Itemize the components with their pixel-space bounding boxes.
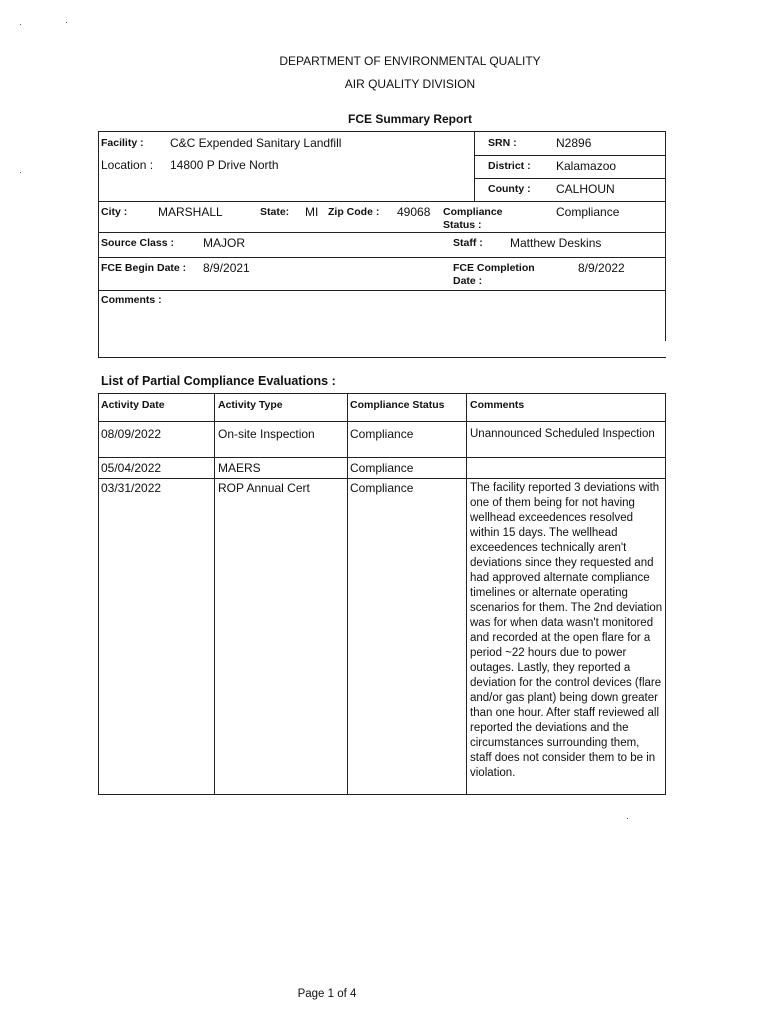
- fce-completion-value: 8/9/2022: [578, 261, 625, 275]
- compliance-status-label: Compliance: [443, 206, 503, 218]
- department-heading: DEPARTMENT OF ENVIRONMENTAL QUALITY: [279, 54, 541, 68]
- row3-date: 03/31/2022: [101, 481, 162, 495]
- srn-label: SRN :: [488, 137, 517, 149]
- table-top-border: [98, 393, 666, 394]
- summary-top-border: [98, 131, 666, 132]
- row2-type: MAERS: [218, 461, 261, 475]
- scan-speck: [20, 24, 21, 25]
- row1-status: Compliance: [350, 427, 414, 441]
- row3-type: ROP Annual Cert: [218, 481, 310, 495]
- location-value: 14800 P Drive North: [170, 158, 279, 172]
- table-col-border: [347, 393, 348, 794]
- row1-type: On-site Inspection: [218, 427, 315, 441]
- fce-completion-label: FCE Completion: [453, 262, 535, 274]
- staff-label: Staff :: [453, 237, 483, 249]
- row1-date: 08/09/2022: [101, 427, 162, 441]
- table-col-border: [665, 393, 666, 794]
- scan-speck: [66, 22, 67, 23]
- summary-row-divider: [474, 178, 666, 179]
- evaluations-title: List of Partial Compliance Evaluations :: [101, 374, 336, 388]
- table-header-divider: [98, 421, 666, 422]
- summary-row-divider: [98, 290, 666, 291]
- report-title: FCE Summary Report: [347, 112, 473, 126]
- county-label: County :: [488, 183, 531, 195]
- state-value: MI: [305, 205, 319, 219]
- col-header-activity-type: Activity Type: [218, 399, 283, 411]
- summary-row-divider: [98, 201, 666, 202]
- compliance-status-label-2: Status :: [443, 219, 482, 231]
- facility-label: Facility :: [101, 137, 144, 149]
- row1-comments: Unannounced Scheduled Inspection: [470, 428, 655, 440]
- col-header-comments: Comments: [470, 399, 525, 411]
- table-col-border: [214, 393, 215, 794]
- city-value: MARSHALL: [158, 205, 223, 219]
- summary-right-border: [665, 131, 666, 341]
- summary-bottom-border: [98, 357, 666, 358]
- facility-value: C&C Expended Sanitary Landfill: [170, 136, 342, 150]
- location-label: Location :: [101, 158, 154, 172]
- fce-completion-label-2: Date :: [453, 275, 483, 287]
- table-col-border: [98, 393, 99, 794]
- staff-value: Matthew Deskins: [510, 236, 602, 250]
- srn-value: N2896: [556, 136, 592, 150]
- summary-row-divider: [474, 155, 666, 156]
- city-label: City :: [101, 206, 128, 218]
- col-header-compliance-status: Compliance Status: [350, 399, 445, 411]
- source-class-value: MAJOR: [203, 236, 245, 250]
- summary-row-divider: [98, 257, 666, 258]
- page-number: Page 1 of 4: [297, 988, 357, 1000]
- zip-label: Zip Code :: [328, 206, 380, 218]
- table-bottom-border: [98, 794, 666, 795]
- division-heading: AIR QUALITY DIVISION: [344, 77, 476, 91]
- row2-status: Compliance: [350, 461, 414, 475]
- comments-label: Comments :: [101, 294, 162, 306]
- row2-date: 05/04/2022: [101, 461, 162, 475]
- fce-begin-value: 8/9/2021: [203, 261, 250, 275]
- summary-row-divider: [98, 232, 666, 233]
- compliance-status-value: Compliance: [556, 205, 620, 219]
- row3-status: Compliance: [350, 481, 414, 495]
- table-col-border: [466, 393, 467, 794]
- district-label: District :: [488, 160, 531, 172]
- table-row-divider: [98, 457, 666, 458]
- district-value: Kalamazoo: [556, 159, 617, 173]
- fce-begin-label: FCE Begin Date :: [101, 262, 187, 274]
- table-row-divider: [98, 478, 666, 479]
- row3-comments: The facility reported 3 deviations with one of them being for not having wellhead exceedences resolved within 15 days. The wellhead exceedences technically aren't deviations since they requested and had approved alternate compliance timelines or alternate operating scenarios for them. The 2nd deviation was for when data wasn't monitored and recorded at the open flare for a period ~22 hours due to power outages. Lastly, they reported a deviation for the control devices (flare and/or gas plant) being down greater than one hour. After staff reviewed all reported the deviations and the circumstances surrounding them, staff does not consider them to be in violation.: [470, 482, 663, 779]
- summary-left-border: [98, 131, 99, 357]
- col-header-activity-date: Activity Date: [101, 399, 165, 411]
- zip-value: 49068: [397, 205, 431, 219]
- source-class-label: Source Class :: [101, 237, 174, 249]
- county-value: CALHOUN: [556, 182, 615, 196]
- scan-speck: [20, 172, 21, 173]
- state-label: State:: [260, 206, 290, 218]
- summary-inner-divider: [474, 131, 475, 201]
- scan-speck: [627, 818, 628, 819]
